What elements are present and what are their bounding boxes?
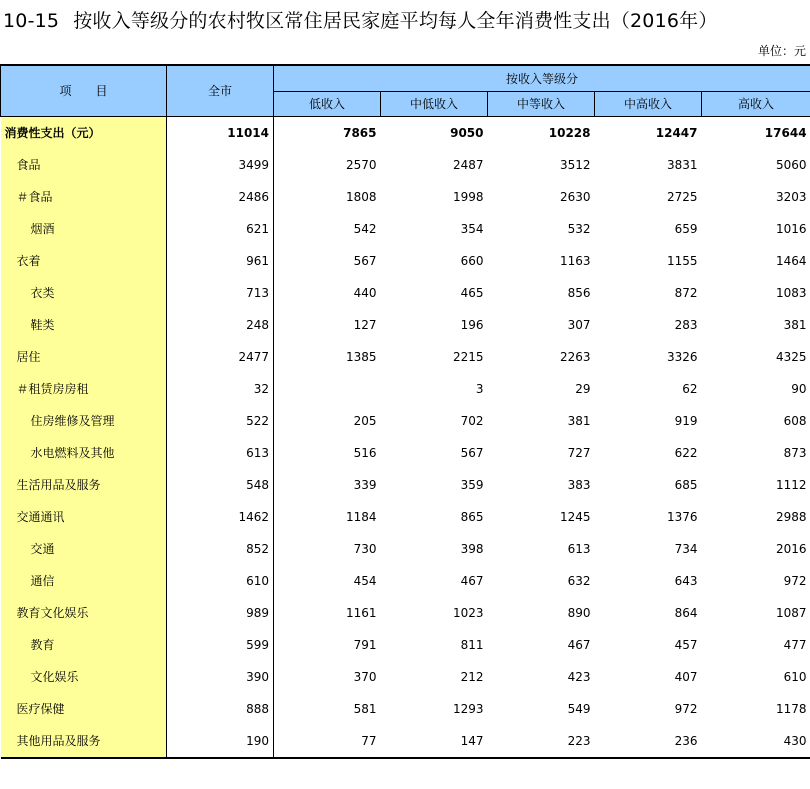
cell-value: 477 xyxy=(783,637,807,652)
cell-value: 2215 xyxy=(452,349,484,364)
table-row xyxy=(1,693,810,725)
cell-value: 454 xyxy=(353,573,377,588)
cell-value: 381 xyxy=(783,317,807,332)
table-row xyxy=(1,533,810,565)
cell-value: 423 xyxy=(567,669,591,684)
cell-value: 457 xyxy=(674,637,698,652)
cell-value: 961 xyxy=(167,245,274,277)
cell-value: 190 xyxy=(167,725,274,758)
cell-value: 1376 xyxy=(666,509,698,524)
header-item: 项 目 xyxy=(1,65,167,116)
cell-value: 516 xyxy=(353,445,377,460)
table-header xyxy=(1,65,810,116)
row-label: 教育文化娱乐 xyxy=(1,597,167,629)
cell-value: 989 xyxy=(167,597,274,629)
cell-value: 1155 xyxy=(666,253,698,268)
cell-value: 359 xyxy=(460,477,484,492)
cell-value: 734 xyxy=(674,541,698,556)
table-row xyxy=(1,469,810,501)
cell-value: 791 xyxy=(353,637,377,652)
cell-value: 10228 xyxy=(548,125,591,140)
row-label: ＃食品 xyxy=(1,181,167,213)
header-total: 全市 xyxy=(167,65,274,116)
cell-value: 567 xyxy=(353,253,377,268)
cell-value: 398 xyxy=(460,541,484,556)
cell-value: 62 xyxy=(682,381,698,396)
cell-value: 205 xyxy=(353,413,377,428)
row-label: 生活用品及服务 xyxy=(1,469,167,501)
row-label: 文化娱乐 xyxy=(1,661,167,693)
cell-value: 127 xyxy=(353,317,377,332)
cell-value: 3512 xyxy=(559,157,591,172)
row-label: 衣类 xyxy=(1,277,167,309)
cell-value: 632 xyxy=(567,573,591,588)
row-label: 交通 xyxy=(1,533,167,565)
cell-value: 2570 xyxy=(345,157,377,172)
cell-value: 370 xyxy=(353,669,377,684)
cell-value: 407 xyxy=(674,669,698,684)
table-row xyxy=(1,501,810,533)
cell-value: 236 xyxy=(595,725,702,758)
cell-value: 354 xyxy=(460,221,484,236)
cell-value: 5060 xyxy=(776,157,807,172)
cell-value: 610 xyxy=(167,565,274,597)
cell-value: 1808 xyxy=(345,189,377,204)
cell-value: 522 xyxy=(167,405,274,437)
table-row xyxy=(1,629,810,661)
cell-value: 17644 xyxy=(764,125,807,140)
cell-value: 1112 xyxy=(776,477,807,492)
cell-value: 659 xyxy=(674,221,698,236)
cell-value: 1087 xyxy=(776,605,807,620)
row-label: 鞋类 xyxy=(1,309,167,341)
cell-value: 856 xyxy=(567,285,591,300)
cell-value: 2725 xyxy=(666,189,698,204)
row-label: ＃租赁房房租 xyxy=(1,373,167,405)
row-label: 衣着 xyxy=(1,245,167,277)
row-label: 居住 xyxy=(1,341,167,373)
cell-value: 811 xyxy=(460,637,484,652)
table-row xyxy=(1,565,810,597)
cell-value: 383 xyxy=(567,477,591,492)
cell-value: 613 xyxy=(167,437,274,469)
table-row xyxy=(1,181,810,213)
cell-value: 1161 xyxy=(345,605,377,620)
cell-value: 890 xyxy=(567,605,591,620)
cell-value: 727 xyxy=(567,445,591,460)
table-row xyxy=(1,277,810,309)
cell-value: 599 xyxy=(167,629,274,661)
cell-value: 610 xyxy=(783,669,807,684)
table-row xyxy=(1,245,810,277)
cell-value: 1023 xyxy=(452,605,484,620)
cell-value xyxy=(274,373,381,405)
table-row xyxy=(1,116,810,149)
cell-value: 919 xyxy=(674,413,698,428)
cell-value: 307 xyxy=(567,317,591,332)
cell-value: 872 xyxy=(674,285,698,300)
cell-value: 542 xyxy=(353,221,377,236)
cell-value: 581 xyxy=(353,701,377,716)
cell-value: 1184 xyxy=(345,509,377,524)
table-row xyxy=(1,341,810,373)
cell-value: 548 xyxy=(167,469,274,501)
cell-value: 283 xyxy=(674,317,698,332)
cell-value: 3326 xyxy=(666,349,698,364)
table-row xyxy=(1,309,810,341)
cell-value: 467 xyxy=(460,573,484,588)
table-row xyxy=(1,149,810,181)
cell-value: 147 xyxy=(381,725,488,758)
header-level: 低收入 xyxy=(274,91,381,116)
cell-value: 1245 xyxy=(559,509,591,524)
cell-value: 873 xyxy=(783,445,807,460)
cell-value: 440 xyxy=(353,285,377,300)
cell-value: 622 xyxy=(674,445,698,460)
cell-value: 972 xyxy=(783,573,807,588)
cell-value: 2016 xyxy=(776,541,807,556)
cell-value: 532 xyxy=(567,221,591,236)
cell-value: 9050 xyxy=(450,125,484,140)
cell-value: 77 xyxy=(274,725,381,758)
cell-value: 4325 xyxy=(776,349,807,364)
header-level: 中低收入 xyxy=(381,91,488,116)
data-table xyxy=(0,64,810,759)
header-level: 中等收入 xyxy=(488,91,595,116)
cell-value: 390 xyxy=(167,661,274,693)
unit-label: 单位：元 xyxy=(757,44,806,58)
cell-value: 865 xyxy=(460,509,484,524)
cell-value: 11014 xyxy=(167,116,274,149)
row-label: 食品 xyxy=(1,149,167,181)
header-group: 按收入等级分 xyxy=(274,65,810,91)
cell-value: 1083 xyxy=(776,285,807,300)
cell-value: 567 xyxy=(460,445,484,460)
cell-value: 465 xyxy=(460,285,484,300)
cell-value: 549 xyxy=(567,701,591,716)
cell-value: 888 xyxy=(167,693,274,725)
cell-value: 2263 xyxy=(559,349,591,364)
row-label: 教育 xyxy=(1,629,167,661)
cell-value: 1464 xyxy=(776,253,807,268)
table-row xyxy=(1,661,810,693)
row-label: 烟酒 xyxy=(1,213,167,245)
cell-value: 621 xyxy=(167,213,274,245)
cell-value: 248 xyxy=(167,309,274,341)
cell-value: 702 xyxy=(460,413,484,428)
cell-value: 29 xyxy=(575,381,591,396)
cell-value: 1178 xyxy=(776,701,807,716)
table-row xyxy=(1,213,810,245)
cell-value: 381 xyxy=(567,413,591,428)
cell-value: 1385 xyxy=(345,349,377,364)
cell-value: 608 xyxy=(783,413,807,428)
cell-value: 223 xyxy=(488,725,595,758)
cell-value: 685 xyxy=(674,477,698,492)
cell-value: 196 xyxy=(460,317,484,332)
cell-value: 3499 xyxy=(167,149,274,181)
page-title xyxy=(3,6,718,33)
row-label: 消费性支出（元） xyxy=(1,116,167,149)
cell-value: 613 xyxy=(567,541,591,556)
cell-value: 7865 xyxy=(343,125,377,140)
cell-value: 1462 xyxy=(167,501,274,533)
cell-value: 467 xyxy=(567,637,591,652)
cell-value: 32 xyxy=(167,373,274,405)
cell-value: 339 xyxy=(353,477,377,492)
row-label: 交通通讯 xyxy=(1,501,167,533)
table-number: 10-15 xyxy=(3,10,60,32)
row-label: 水电燃料及其他 xyxy=(1,437,167,469)
cell-value: 3203 xyxy=(776,189,807,204)
header-level: 高收入 xyxy=(702,91,810,116)
cell-value: 212 xyxy=(460,669,484,684)
row-label: 通信 xyxy=(1,565,167,597)
table-title: 按收入等级分的农村牧区常住居民家庭平均每人全年消费性支出（2016年） xyxy=(73,10,718,32)
table-row xyxy=(1,437,810,469)
cell-value: 1293 xyxy=(452,701,484,716)
cell-value: 2988 xyxy=(776,509,807,524)
row-label: 住房维修及管理 xyxy=(1,405,167,437)
cell-value: 1998 xyxy=(452,189,484,204)
cell-value: 90 xyxy=(791,381,807,396)
cell-value: 12447 xyxy=(655,125,698,140)
table-row xyxy=(1,725,810,758)
row-label: 其他用品及服务 xyxy=(1,725,167,758)
cell-value: 1016 xyxy=(776,221,807,236)
table-body xyxy=(1,116,810,758)
table-row xyxy=(1,373,810,405)
row-label: 医疗保健 xyxy=(1,693,167,725)
cell-value: 660 xyxy=(460,253,484,268)
cell-value: 864 xyxy=(674,605,698,620)
table-row xyxy=(1,597,810,629)
cell-value: 1163 xyxy=(559,253,591,268)
cell-value: 730 xyxy=(353,541,377,556)
header-level: 中高收入 xyxy=(595,91,702,116)
cell-value: 3 xyxy=(475,381,484,396)
cell-value: 643 xyxy=(674,573,698,588)
table-row xyxy=(1,405,810,437)
cell-value: 972 xyxy=(674,701,698,716)
cell-value: 2486 xyxy=(167,181,274,213)
cell-value: 852 xyxy=(167,533,274,565)
cell-value: 430 xyxy=(702,725,810,758)
cell-value: 2477 xyxy=(167,341,274,373)
cell-value: 713 xyxy=(167,277,274,309)
cell-value: 2487 xyxy=(452,157,484,172)
cell-value: 3831 xyxy=(666,157,698,172)
cell-value: 2630 xyxy=(559,189,591,204)
